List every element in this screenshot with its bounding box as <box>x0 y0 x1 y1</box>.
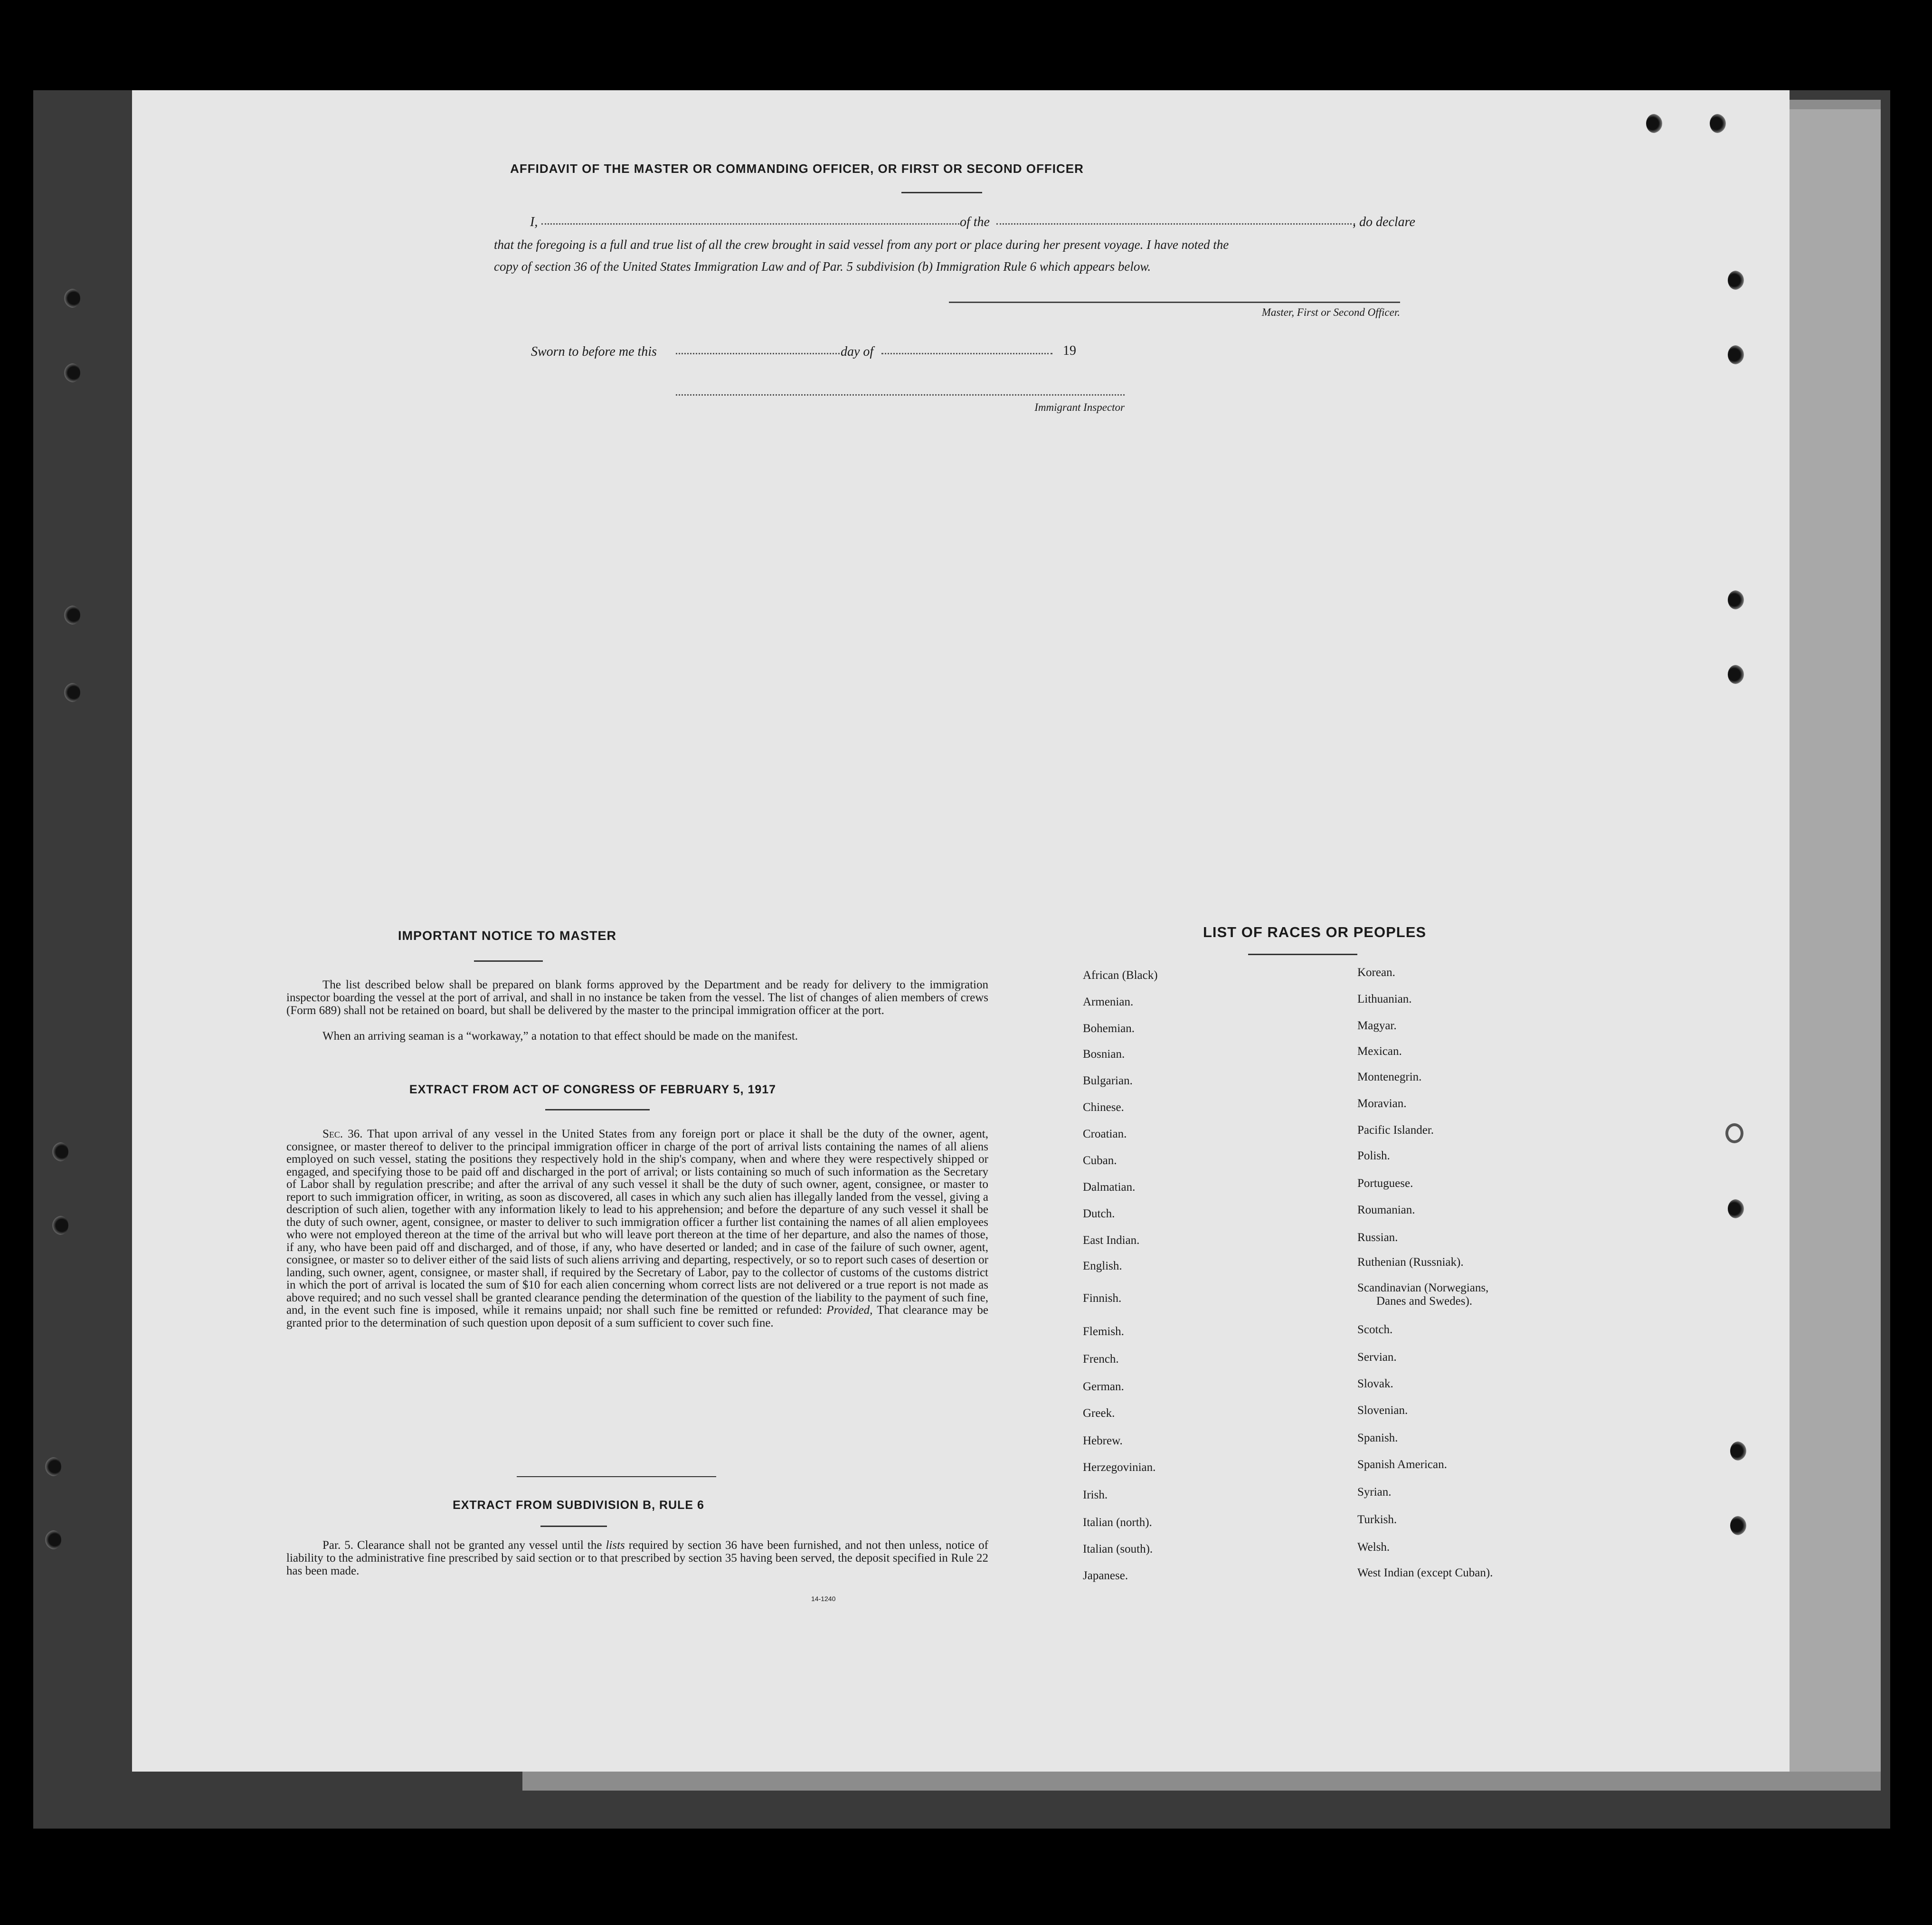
race-item: Scandinavian (Norwegians, <box>1357 1281 1489 1294</box>
race-item: Croatian. <box>1083 1128 1127 1140</box>
vessel-name-field[interactable] <box>996 223 1355 225</box>
race-item: Lithuanian. <box>1357 993 1412 1005</box>
declarant-name-field[interactable] <box>541 223 959 225</box>
declarant-i-label: I, <box>530 215 538 229</box>
race-item: Chinese. <box>1083 1101 1124 1114</box>
race-item: Servian. <box>1357 1351 1397 1364</box>
race-item: Italian (north). <box>1083 1516 1152 1529</box>
lists-term: lists <box>606 1539 625 1552</box>
binder-hole <box>64 606 80 625</box>
binder-hole <box>1646 114 1662 133</box>
race-item: Welsh. <box>1357 1541 1390 1554</box>
race-item: Portuguese. <box>1357 1177 1413 1190</box>
race-item: East Indian. <box>1083 1234 1140 1247</box>
race-item: French. <box>1083 1353 1119 1366</box>
affidavit-title: AFFIDAVIT OF THE MASTER OR COMMANDING OFFICER, OR FIRST OR SECOND OFFICER <box>510 161 1084 176</box>
race-item: Roumanian. <box>1357 1204 1415 1216</box>
race-item: Pacific Islander. <box>1357 1124 1434 1137</box>
rule-body-b: required by section 36 have been furnished, and not then unless, notice of liability to the administrative fine prescribed by said section or to that prescribed by section 35 having been served, the deposit specified in Rule 22 has been made. <box>286 1539 989 1577</box>
act-extract-title: EXTRACT FROM ACT OF CONGRESS OF FEBRUARY 5, 1917 <box>409 1083 777 1096</box>
notice-paragraph-1: The list described below shall be prepared on blank forms approved by the Department and be ready for delivery to the immigration inspector boarding the vessel at the port of arrival, and shall in no instance be taken from the vessel. The list of changes of alien members of crews (Form 689) shall not be retained on board, but shall be delivered by the master to the principal immigration officer at the port. <box>286 978 988 1017</box>
race-item: Cuban. <box>1083 1154 1117 1167</box>
affidavit-statement-line3: copy of section 36 of the United States Immigration Law and of Par. 5 subdivision (b) Immigration Rule 6 which appears below. <box>494 259 1151 274</box>
binder-hole <box>52 1216 68 1235</box>
race-item: Bosnian. <box>1083 1048 1125 1061</box>
race-item: Syrian. <box>1357 1486 1392 1498</box>
notice-paragraph-2: When an arriving seaman is a “workaway,” a notation to that effect should be made on the manifest. <box>322 1030 798 1043</box>
sworn-day-field[interactable] <box>676 353 840 354</box>
race-item: Magyar. <box>1357 1019 1397 1032</box>
race-item: Hebrew. <box>1083 1434 1123 1447</box>
race-item: Greek. <box>1083 1407 1115 1420</box>
race-item: Japanese. <box>1083 1569 1128 1582</box>
divider <box>901 192 982 193</box>
binder-hole <box>1725 1123 1743 1143</box>
divider <box>545 1109 650 1110</box>
section-36-tail: That clearance may be granted prior to the determination of such question upon deposit of a sum sufficient to cover such fine. <box>286 1304 988 1329</box>
of-the-label: of the <box>960 215 990 229</box>
master-signature-label: Master, First or Second Officer. <box>1261 306 1400 318</box>
master-signature-field[interactable] <box>949 302 1400 303</box>
binder-hole <box>45 1457 61 1476</box>
binder-hole <box>1730 1441 1746 1460</box>
divider <box>1248 954 1357 955</box>
race-item: Spanish. <box>1357 1432 1398 1444</box>
binder-hole <box>64 363 80 382</box>
race-item: Ruthenian (Russniak). <box>1357 1256 1464 1269</box>
day-of-label: day of <box>841 344 874 359</box>
divider <box>517 1476 716 1477</box>
notice-title: IMPORTANT NOTICE TO MASTER <box>398 929 616 943</box>
binder-hole <box>1728 1199 1744 1218</box>
binder-hole <box>1728 271 1744 290</box>
race-item: Bohemian. <box>1083 1022 1135 1035</box>
binder-hole <box>1728 665 1744 684</box>
race-item: West Indian (except Cuban). <box>1357 1566 1493 1579</box>
divider <box>540 1526 607 1527</box>
affidavit-statement-line2: that the foregoing is a full and true list of all the crew brought in said vessel from any port or place during her present voyage. I have noted the <box>494 237 1229 252</box>
sworn-month-field[interactable] <box>881 353 1052 354</box>
binder-hole <box>1728 345 1744 364</box>
race-item: Russian. <box>1357 1231 1398 1244</box>
binder-hole <box>52 1142 68 1161</box>
race-item: Flemish. <box>1083 1325 1124 1338</box>
race-item: Danes and Swedes). <box>1376 1295 1473 1308</box>
race-item: English. <box>1083 1260 1122 1272</box>
race-item: Herzegovinian. <box>1083 1461 1156 1474</box>
binder-hole <box>64 683 80 702</box>
race-item: Dalmatian. <box>1083 1181 1136 1194</box>
sworn-label: Sworn to before me this <box>531 344 657 359</box>
binder-hole <box>45 1530 61 1549</box>
inspector-label: Immigrant Inspector <box>1034 401 1125 413</box>
race-item: Dutch. <box>1083 1207 1115 1220</box>
race-item: German. <box>1083 1380 1124 1393</box>
form-number: 14-1240 <box>811 1595 836 1603</box>
provided-label: Provided, <box>826 1304 873 1317</box>
rule-body-a: Par. 5. Clearance shall not be granted any vessel until the <box>322 1539 602 1552</box>
race-item: Korean. <box>1357 966 1395 979</box>
race-item: Scotch. <box>1357 1323 1393 1336</box>
race-item: Bulgarian. <box>1083 1074 1133 1087</box>
rule-extract-title: EXTRACT FROM SUBDIVISION B, RULE 6 <box>453 1498 704 1512</box>
race-item: Italian (south). <box>1083 1543 1153 1555</box>
race-item: Finnish. <box>1083 1292 1122 1305</box>
race-item: Irish. <box>1083 1489 1108 1501</box>
binder-hole <box>1730 1516 1746 1535</box>
manifest-page <box>132 90 1790 1772</box>
section-36-body: That upon arrival of any vessel in the United States from any foreign port or place it shall be the duty of the owner, agent, consignee, or master thereof to deliver to the principal immigration officer in charge of the port of arrival lists containing the names of all aliens employed on such vessel, stating the positions they respectively hold in the ship's company, when and where they were respectively shipped or engaged, and specifying those to be paid off and discharged in the port of arrival; or lists containing so much of such information as the Secretary of Labor shall by regulation prescribe; and after the arrival of any such vessel it shall be the duty of such owner, agent, consignee, or master to report to such immigration officer, in writing, as soon as discovered, all cases in which any such alien has illegally landed from the vessel, giving a description of such alien, together with any information likely to lead to his apprehension; and before the departure of any such vessel it shall be the duty of such owner, agent, consignee, or master to deliver to such immigration officer a further list containing the names of all alien employees who were not employed thereon at the time of the arrival but who will leave port thereon at the time of her departure, and also the names of those, if any, who have been paid off and discharged, and of those, if any, who have deserted or landed; and in case of the failure of such owner, agent, consignee, or master so to deliver either of the said lists of such aliens arriving and departing, respectively, or so to report such cases of desertion or landing, such owner, agent, consignee, or master shall, if required by the Secretary of Labor, pay to the collector of customs of the customs district in which the port of arrival is located the sum of $10 for each alien concerning whom correct lists are not delivered or a true report is not made as above required; and no such vessel shall be granted clearance pending the determination of the question of the liability to the payment of such fine, and, in the event such fine is imposed, while it remains unpaid; nor shall such fine be remitted or refunded: <box>286 1128 989 1317</box>
do-declare-label: , do declare <box>1353 215 1415 229</box>
binder-hole <box>1710 114 1726 133</box>
race-item: Slovenian. <box>1357 1404 1408 1417</box>
rule-paragraph <box>286 1539 988 1577</box>
binder-hole <box>1728 590 1744 609</box>
divider <box>474 960 543 962</box>
binder-hole <box>64 289 80 308</box>
race-item: Polish. <box>1357 1149 1390 1162</box>
year-label: 19 <box>1063 343 1076 358</box>
section-36-text <box>286 1128 988 1329</box>
race-item: Moravian. <box>1357 1097 1407 1110</box>
inspector-signature-field[interactable] <box>676 394 1125 396</box>
race-item: Armenian. <box>1083 996 1134 1008</box>
race-item: African (Black) <box>1083 969 1158 982</box>
race-item: Montenegrin. <box>1357 1071 1422 1083</box>
race-item: Mexican. <box>1357 1045 1402 1058</box>
race-item: Slovak. <box>1357 1377 1393 1390</box>
section-number: Sec. 36. <box>322 1128 363 1140</box>
races-title: LIST OF RACES OR PEOPLES <box>1203 924 1427 940</box>
race-item: Spanish American. <box>1357 1458 1447 1471</box>
race-item: Turkish. <box>1357 1513 1397 1526</box>
